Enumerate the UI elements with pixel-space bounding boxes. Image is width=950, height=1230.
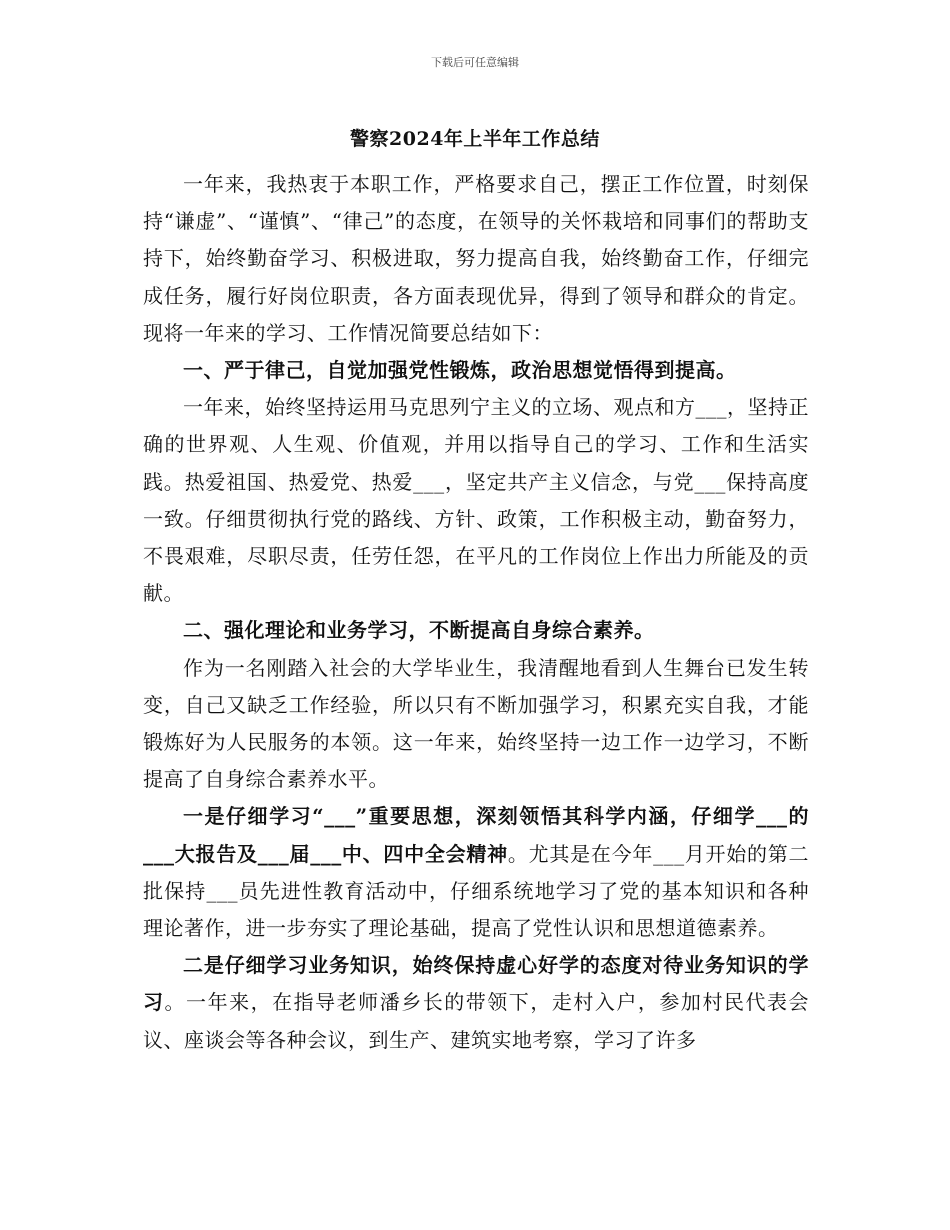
point-2-text: 。一年来，在指导老师潘乡长的带领下，走村入户，参加村民代表会议、座谈会等各种会议，到生产、建筑实地考察，学习了许多 bbox=[143, 990, 810, 1052]
section-1-heading: 一、严于律己，自觉加强党性锻炼，政治思想觉悟得到提高。 bbox=[183, 358, 737, 383]
intro-paragraph: 一年来，我热衷于本职工作，严格要求自己，摆正工作位置，时刻保持“谦虚”、“谨慎”、“律己”的态度，在领导的关怀栽培和同事们的帮助支持下，始终勤奋学习、积极进取，努力提高自我，始终勤奋工作，仔细完成任务，履行好岗位职责，各方面表现优异，得到了领导和群众的肯定。现将一年来的学习、工作情况简要总结如下： bbox=[143, 172, 809, 345]
point-2-paragraph bbox=[143, 947, 809, 1059]
document-title: 警察2024年上半年工作总结 bbox=[350, 128, 600, 150]
header-note: 下载后可任意编辑 bbox=[431, 56, 519, 69]
document-body bbox=[143, 166, 809, 1059]
section-2-paragraph: 作为一名刚踏入社会的大学毕业生，我清醒地看到人生舞台已发生转变，自己又缺乏工作经验，所以只有不断加强学习，积累充实自我，才能锻炼好为人民服务的本领。这一年来，始终坚持一边工作一边学习，不断提高了自身综合素养水平。 bbox=[143, 655, 809, 792]
point-1-text: 。尤其是在今年___月开始的第二批保持___员先进性教育活动中，仔细系统地学习了党的基本知识和各种理论著作，进一步夯实了理论基础，提高了党性认识和思想道德素养。 bbox=[143, 841, 810, 941]
point-1-paragraph bbox=[143, 798, 809, 947]
section-1-paragraph: 一年来，始终坚持运用马克思列宁主义的立场、观点和方___，坚持正确的世界观、人生观、价值观，并用以指导自己的学习、工作和生活实践。热爱祖国、热爱党、热爱___，坚定共产主义信念，与党___保持高度一致。仔细贯彻执行党的路线、方针、政策，工作积极主动，勤奋努力，不畏艰难，尽职尽责，任劳任怨，在平凡的工作岗位上作出力所能及的贡献。 bbox=[143, 395, 809, 606]
section-2-heading: 二、强化理论和业务学习，不断提高自身综合素养。 bbox=[183, 618, 655, 643]
point-1-lead: 一是仔细学习“___”重要思想，深刻领悟其科学内涵，仔细学___的___大报告及___届___中、四中全会精神 bbox=[143, 804, 809, 866]
point-2-lead: 二是仔细学习业务知识，始终保持虚心好学的态度对待业务知识的学习 bbox=[143, 953, 809, 1015]
